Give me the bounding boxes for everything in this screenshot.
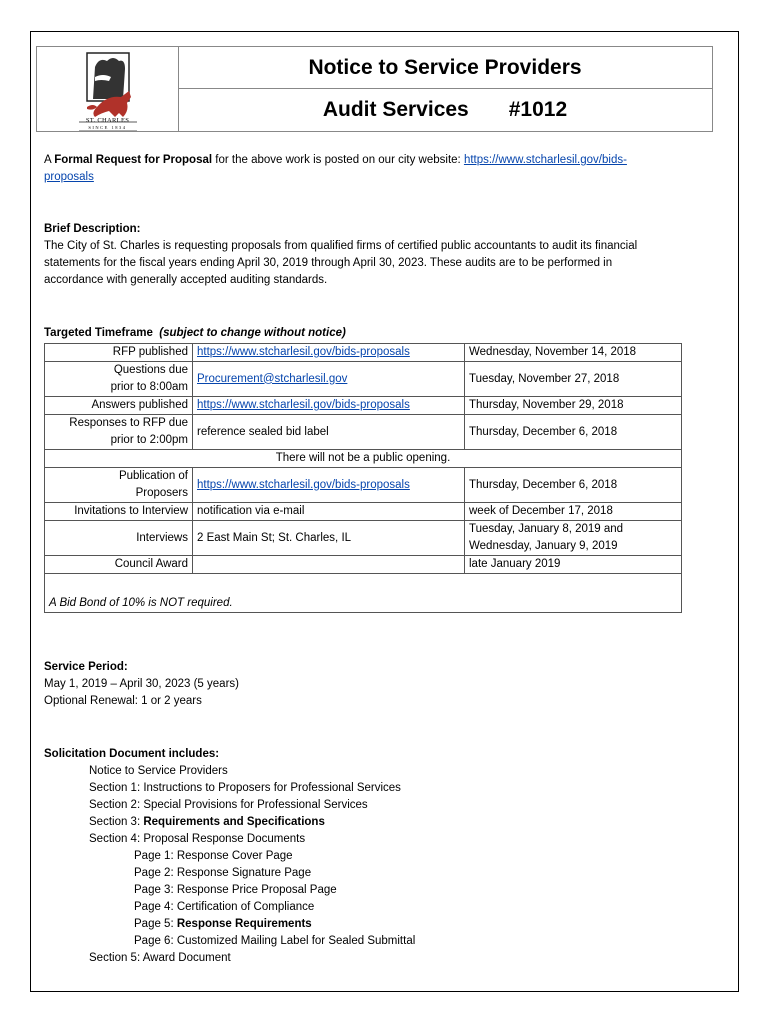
row-email-link[interactable]: Procurement@stcharlesil.gov bbox=[197, 372, 348, 385]
row-date: Tuesday, January 8, 2019 and bbox=[469, 523, 624, 535]
row-detail: reference sealed bid label bbox=[193, 415, 465, 450]
intro-middle: for the above work is posted on our city website: bbox=[212, 154, 464, 166]
intro-prefix: A bbox=[44, 154, 55, 166]
description-section bbox=[44, 221, 724, 289]
row-date: Tuesday, November 27, 2018 bbox=[465, 362, 682, 397]
row-date: late January 2019 bbox=[465, 556, 682, 574]
row-date: Thursday, November 29, 2018 bbox=[465, 397, 682, 415]
row-label: RFP published bbox=[45, 344, 193, 362]
service-renewal: Optional Renewal: 1 or 2 years bbox=[44, 695, 202, 707]
table-row bbox=[45, 556, 682, 574]
row-link[interactable]: https://www.stcharlesil.gov/bids-proposals bbox=[197, 478, 410, 491]
table-row bbox=[45, 397, 682, 415]
row-date: week of December 17, 2018 bbox=[465, 503, 682, 521]
service-period: May 1, 2019 – April 30, 2023 (5 years) bbox=[44, 678, 239, 690]
row-label: Publication of bbox=[118, 470, 188, 482]
solicitation-section bbox=[44, 746, 724, 967]
description-heading: Brief Description: bbox=[44, 223, 141, 235]
description-line: The City of St. Charles is requesting proposals from qualified firms of certified public accountants to audit its financial bbox=[44, 240, 638, 252]
page-title: Notice to Service Providers bbox=[178, 47, 712, 89]
row-date: Wednesday, November 14, 2018 bbox=[465, 344, 682, 362]
bid-bond-note: A Bid Bond of 10% is NOT required. bbox=[45, 574, 682, 613]
timeframe-note: (subject to change without notice) bbox=[159, 327, 346, 339]
list-item: Section 5: Award Document bbox=[89, 952, 231, 964]
subtitle-text: Audit Services bbox=[322, 98, 469, 121]
service-section bbox=[44, 659, 239, 710]
row-label: Invitations to Interview bbox=[45, 503, 193, 521]
table-row bbox=[45, 521, 682, 556]
logo bbox=[37, 47, 179, 131]
logo-text: ST. CHARLES bbox=[85, 117, 130, 124]
row-date: Wednesday, January 9, 2019 bbox=[469, 540, 618, 552]
document-page bbox=[30, 31, 739, 992]
bids-link[interactable]: https://www.stcharlesil.gov/bids- bbox=[463, 154, 627, 166]
header-box bbox=[36, 46, 713, 132]
list-item: Page 4: Certification of Compliance bbox=[134, 901, 315, 913]
table-row bbox=[45, 344, 682, 362]
row-detail: notification via e-mail bbox=[193, 503, 465, 521]
row-label: Answers published bbox=[45, 397, 193, 415]
table-row bbox=[45, 503, 682, 521]
row-label: Responses to RFP due bbox=[69, 417, 188, 429]
public-opening-note: There will not be a public opening. bbox=[45, 450, 682, 468]
table-row bbox=[45, 450, 682, 468]
description-line: statements for the fiscal years ending April 30, 2019 through April 30, 2023. These audits are to be performed in bbox=[44, 257, 613, 269]
page-subtitle bbox=[178, 89, 712, 131]
row-link[interactable]: https://www.stcharlesil.gov/bids-proposals bbox=[197, 399, 410, 411]
timeframe-title: Targeted Timeframe bbox=[44, 327, 153, 339]
section3-bold: Requirements and Specifications bbox=[143, 816, 325, 828]
intro-bold: Formal Request for Proposal bbox=[54, 154, 213, 166]
rfp-number: #1012 bbox=[508, 98, 568, 121]
row-date: Thursday, December 6, 2018 bbox=[465, 468, 682, 503]
list-item: Page 6: Customized Mailing Label for Sealed Submittal bbox=[134, 935, 416, 947]
table-row bbox=[45, 574, 682, 613]
row-label: Questions due bbox=[113, 364, 188, 376]
timeframe-table bbox=[44, 343, 682, 613]
table-row bbox=[45, 362, 682, 397]
page5-prefix: Page 5: bbox=[134, 918, 177, 930]
bids-link-cont[interactable]: proposals bbox=[44, 171, 94, 183]
list-item: Page 1: Response Cover Page bbox=[134, 850, 293, 862]
list-item: Page 3: Response Price Proposal Page bbox=[134, 884, 337, 896]
section3-prefix: Section 3: bbox=[89, 816, 144, 828]
list-item: Section 2: Special Provisions for Professional Services bbox=[89, 799, 368, 811]
solicitation-heading: Solicitation Document includes: bbox=[44, 748, 220, 760]
intro-paragraph bbox=[44, 152, 714, 186]
list-item: Section 4: Proposal Response Documents bbox=[89, 833, 306, 845]
row-date: Thursday, December 6, 2018 bbox=[465, 415, 682, 450]
list-item bbox=[44, 916, 724, 933]
list-item: Section 1: Instructions to Proposers for Professional Services bbox=[89, 782, 401, 794]
row-detail bbox=[193, 556, 465, 574]
table-row bbox=[45, 468, 682, 503]
table-row bbox=[45, 415, 682, 450]
list-item bbox=[44, 814, 724, 831]
logo-subtext: SINCE 1834 bbox=[88, 125, 127, 130]
page5-bold: Response Requirements bbox=[176, 918, 312, 930]
list-item: Notice to Service Providers bbox=[89, 765, 228, 777]
timeframe-heading bbox=[44, 325, 346, 342]
row-detail: 2 East Main St; St. Charles, IL bbox=[193, 521, 465, 556]
row-label: Proposers bbox=[135, 487, 188, 499]
row-label: Interviews bbox=[45, 521, 193, 556]
row-label: prior to 2:00pm bbox=[110, 434, 188, 446]
list-item: Page 2: Response Signature Page bbox=[134, 867, 312, 879]
row-link[interactable]: https://www.stcharlesil.gov/bids-proposals bbox=[197, 346, 410, 358]
description-line: accordance with generally accepted auditing standards. bbox=[44, 274, 328, 286]
row-label: Council Award bbox=[45, 556, 193, 574]
row-label: prior to 8:00am bbox=[110, 381, 188, 393]
service-heading: Service Period: bbox=[44, 661, 128, 673]
